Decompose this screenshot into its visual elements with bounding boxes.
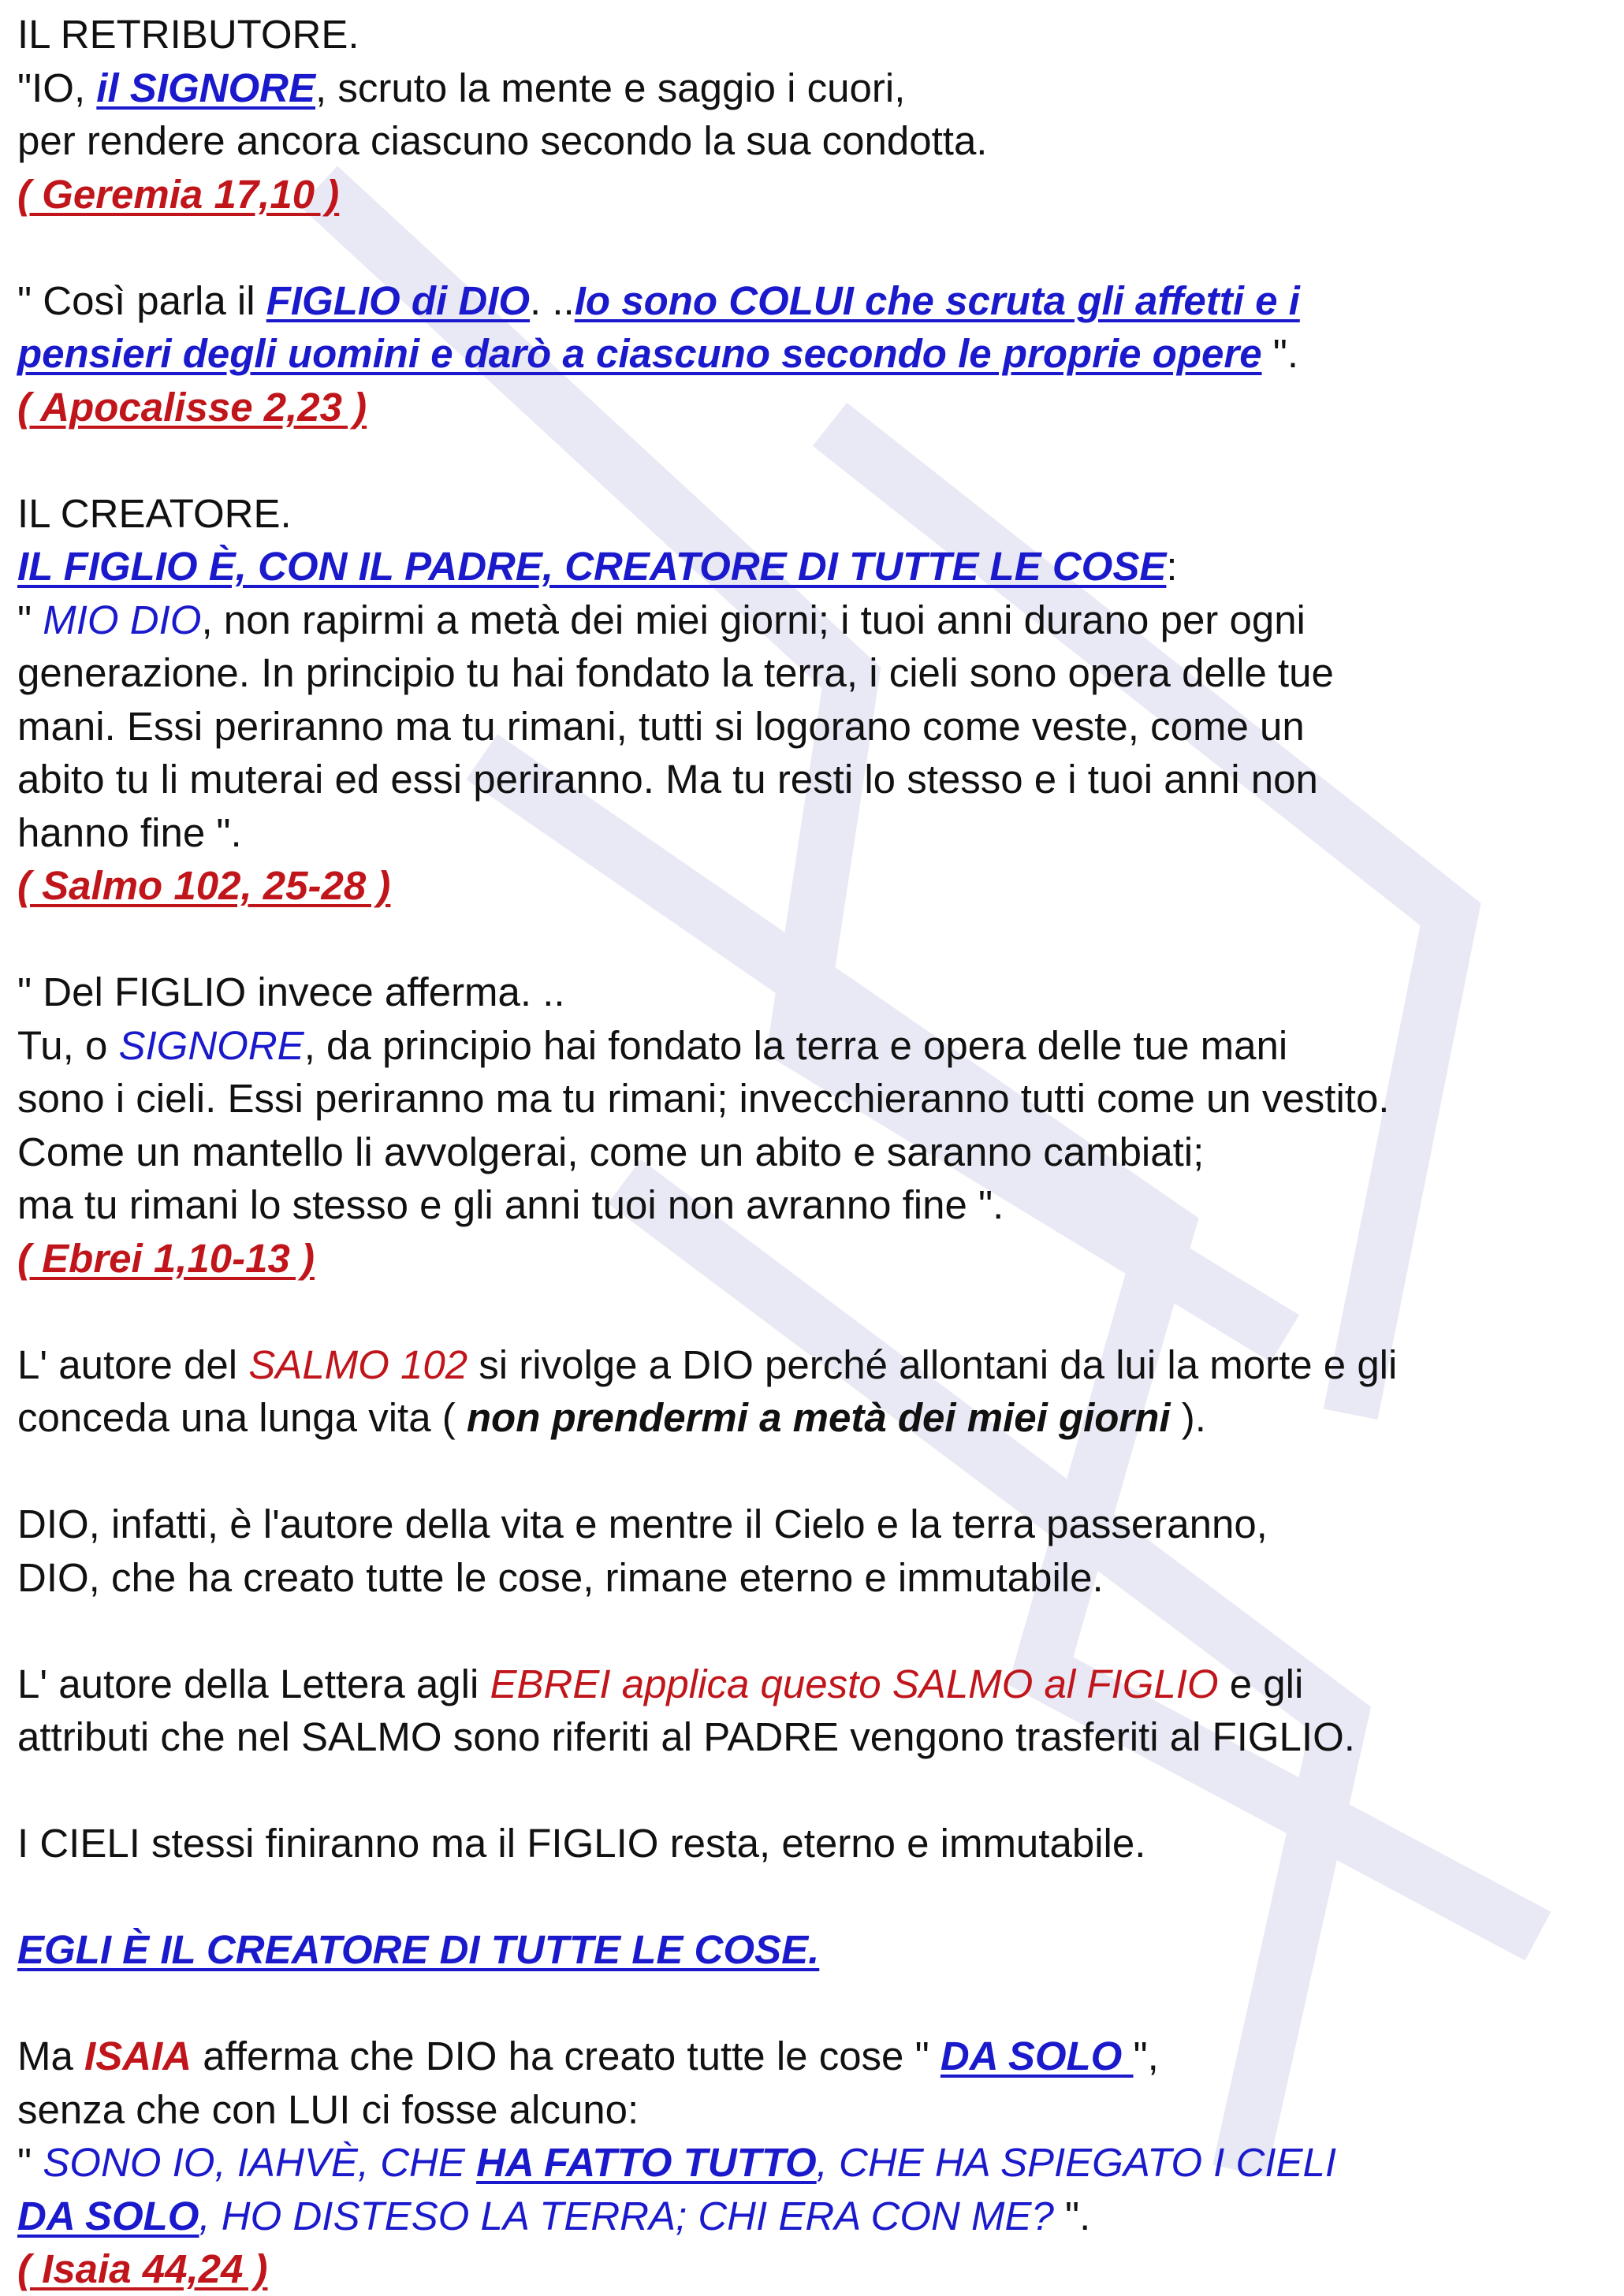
text-segment: ".	[1261, 331, 1299, 376]
text-segment: I CIELI stessi finiranno ma il FIGLIO resta, eterno e immutabile.	[17, 1821, 1146, 1866]
emphasized-link-text: Io sono COLUI che scruta gli affetti e i	[574, 277, 1300, 323]
scripture-reference: ( Ebrei 1,10-13 )	[17, 1235, 315, 1281]
text-segment: attributi che nel SALMO sono riferiti al PADRE vengono trasferiti al FIGLIO.	[17, 1714, 1355, 1759]
text-line	[17, 2030, 1618, 2083]
text-line	[17, 2190, 1618, 2243]
emphasized-link-text: HA FATTO TUTTO	[476, 2140, 817, 2185]
text-segment: L' autore della Lettera agli	[17, 1661, 490, 1706]
text-segment: ma tu rimani lo stesso e gli anni tuoi non avranno fine ".	[17, 1182, 1004, 1227]
text-line	[17, 1498, 1618, 1551]
text-line	[17, 168, 1618, 221]
text-segment: per rendere ancora ciascuno secondo la sua condotta.	[17, 118, 988, 163]
text-line	[17, 1923, 1618, 1977]
emphasized-link-text: DA SOLO	[17, 2193, 199, 2238]
text-line	[17, 2083, 1618, 2137]
scripture-reference: ( Apocalisse 2,23 )	[17, 384, 367, 430]
blank-line	[17, 1870, 1618, 1924]
text-segment: "	[17, 597, 43, 642]
scripture-reference: ( Salmo 102, 25-28 )	[17, 863, 391, 908]
text-line	[17, 381, 1618, 434]
text-segment: IL RETRIBUTORE.	[17, 12, 359, 57]
text-line	[17, 1232, 1618, 1286]
text-segment: DIO, che ha creato tutte le cose, rimane eterno e immutabile.	[17, 1554, 1104, 1600]
text-segment: ".	[1065, 2193, 1091, 2238]
text-segment: " Del FIGLIO invece afferma. ..	[17, 969, 565, 1014]
blank-line	[17, 1764, 1618, 1818]
text-segment: sono i cieli. Essi periranno ma tu rimani; invecchieranno tutti come un vestito.	[17, 1076, 1390, 1121]
text-segment: conceda una lunga vita (	[17, 1395, 467, 1440]
text-segment: . ..	[530, 277, 575, 323]
text-segment: Ma	[17, 2034, 85, 2078]
blank-line	[17, 1285, 1618, 1338]
text-line	[17, 1019, 1618, 1073]
text-segment: e gli	[1218, 1661, 1304, 1706]
text-line	[17, 540, 1618, 594]
text-line	[17, 487, 1618, 541]
text-segment: L' autore del	[17, 1342, 249, 1387]
emphasized-link-text: IL FIGLIO È, CON IL PADRE, CREATORE DI TUTTE LE COSE	[17, 544, 1167, 589]
text-segment: afferma che DIO ha creato tutte le cose "	[192, 2034, 941, 2078]
text-segment: :	[1166, 544, 1178, 589]
blank-line	[17, 1445, 1618, 1498]
text-line	[17, 646, 1618, 700]
text-segment: ).	[1170, 1395, 1206, 1440]
text-line	[17, 700, 1618, 754]
text-segment: generazione. In principio tu hai fondato la terra, i cieli sono opera delle tue	[17, 650, 1334, 695]
text-segment: ",	[1133, 2034, 1159, 2078]
blank-line	[17, 434, 1618, 487]
scripture-reference: ( Geremia 17,10 )	[17, 171, 340, 217]
text-line	[17, 594, 1618, 647]
text-segment: ISAIA	[84, 2034, 192, 2078]
text-line	[17, 8, 1618, 61]
text-segment: "IO,	[17, 65, 97, 110]
text-segment: , da principio hai fondato la terra e opera delle tue mani	[304, 1022, 1288, 1068]
text-segment: , CHE HA SPIEGATO I CIELI	[816, 2140, 1337, 2185]
text-line	[17, 2136, 1618, 2190]
text-line	[17, 114, 1618, 168]
text-segment: , scruto la mente e saggio i cuori,	[315, 65, 906, 110]
text-segment: Come un mantello li avvolgerai, come un abito e saranno cambiati;	[17, 1129, 1205, 1174]
text-segment: si rivolge a DIO perché allontani da lui la morte e gli	[467, 1342, 1398, 1387]
text-segment: hanno fine ".	[17, 809, 242, 855]
text-segment: non prendermi a metà dei miei giorni	[466, 1395, 1171, 1440]
text-segment: , non rapirmi a metà dei miei giorni; i tuoi anni durano per ogni	[201, 597, 1306, 642]
text-line	[17, 1551, 1618, 1605]
blank-line	[17, 221, 1618, 274]
text-line	[17, 1072, 1618, 1126]
text-line	[17, 327, 1618, 381]
text-segment: , HO DISTESO LA TERRA; CHI ERA CON ME?	[199, 2193, 1066, 2238]
text-segment: SONO IO, IAHVÈ, CHE	[43, 2140, 477, 2185]
text-line	[17, 2242, 1618, 2296]
text-line	[17, 1391, 1618, 1445]
text-line	[17, 753, 1618, 806]
emphasized-link-text: FIGLIO di DIO	[266, 277, 531, 323]
text-line	[17, 61, 1618, 115]
text-line	[17, 1338, 1618, 1392]
text-segment: SIGNORE	[118, 1022, 304, 1068]
blank-line	[17, 913, 1618, 966]
text-segment: EBREI applica questo SALMO al FIGLIO	[490, 1661, 1219, 1706]
text-line	[17, 806, 1618, 860]
text-segment: MIO DIO	[43, 597, 202, 642]
emphasized-link-text: pensieri degli uomini e darò a ciascuno secondo le proprie opere	[17, 331, 1262, 376]
emphasized-link-text: il SIGNORE	[96, 65, 316, 110]
text-segment: mani. Essi periranno ma tu rimani, tutti si logorano come veste, come un	[17, 703, 1305, 749]
text-line	[17, 1658, 1618, 1711]
text-line	[17, 274, 1618, 328]
text-segment: " Così parla il	[17, 277, 266, 323]
document-body	[17, 8, 1618, 2296]
text-line	[17, 859, 1618, 913]
text-line	[17, 1710, 1618, 1764]
blank-line	[17, 1977, 1618, 2030]
text-line	[17, 966, 1618, 1019]
text-segment: abito tu li muterai ed essi periranno. Ma tu resti lo stesso e i tuoi anni non	[17, 757, 1318, 802]
text-segment: "	[17, 2140, 43, 2185]
emphasized-link-text: DA SOLO	[940, 2034, 1134, 2078]
text-segment: SALMO 102	[248, 1342, 468, 1387]
blank-line	[17, 1604, 1618, 1658]
text-line	[17, 1126, 1618, 1179]
text-line	[17, 1817, 1618, 1870]
emphasized-link-text: EGLI È IL CREATORE DI TUTTE LE COSE.	[17, 1927, 820, 1972]
text-segment: Tu, o	[17, 1022, 119, 1068]
text-segment: IL CREATORE.	[17, 490, 292, 536]
scripture-reference: ( Isaia 44,24 )	[17, 2246, 268, 2291]
text-line	[17, 1178, 1618, 1232]
text-segment: DIO, infatti, è l'autore della vita e mentre il Cielo e la terra passeranno,	[17, 1502, 1268, 1546]
text-segment: senza che con LUI ci fosse alcuno:	[17, 2086, 639, 2132]
